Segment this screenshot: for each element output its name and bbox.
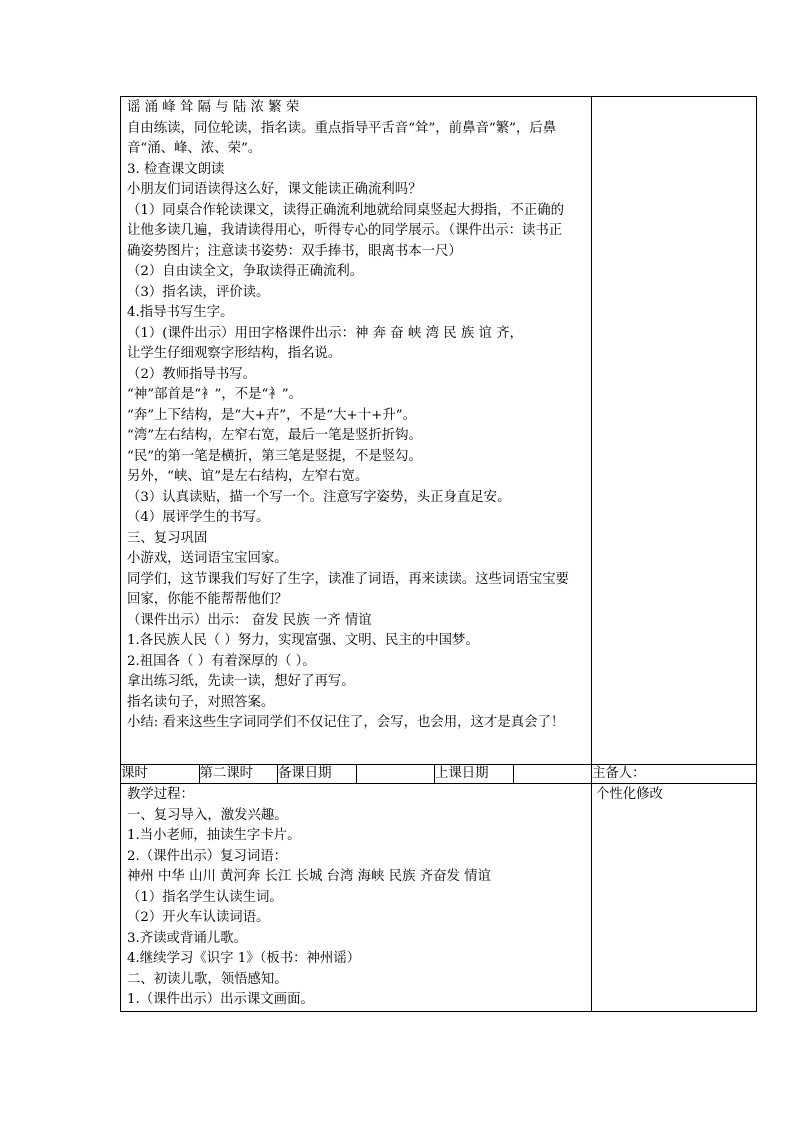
section2-line: （2）开火车认读词语。 — [127, 910, 270, 925]
lesson-label: 课时 — [121, 765, 200, 784]
section1-line: 1.各民族人民（ ）努力，实现富强、文明、民主的中国梦。 — [127, 633, 479, 648]
section1-line: （1）(课件出示）用田字格课件出示：神 奔 奋 峡 湾 民 族 谊 齐， — [127, 325, 523, 341]
personal-edit-label: 个性化修改 — [596, 787, 663, 802]
prep-date-label: 备课日期 — [278, 765, 357, 784]
preparer-label: 主备人： — [592, 765, 757, 784]
section1-row — [121, 97, 757, 765]
class-date-label: 上课日期 — [435, 765, 514, 784]
section2-line: 2.（课件出示）复习词语： — [127, 848, 288, 864]
section1-line: （4）展评学生的书写。 — [127, 510, 270, 525]
section1-line: 同学们，这节课我们写好了生字，读准了词语，再来读读。这些词语宝宝要 — [127, 571, 569, 587]
section1-line: 2.祖国各（ ）有着深厚的（ ）。 — [127, 653, 316, 669]
info-row — [121, 765, 757, 784]
section1-line: 3. 检查课文朗读 — [127, 161, 225, 177]
section1-line: 小朋友们词语读得这么好，课文能读正确流利吗？ — [127, 182, 422, 197]
section1-line: “奔”上下结构，是“大+卉”，不是“大+十+升”。 — [127, 407, 416, 423]
section1-line: “湾”左右结构，左窄右宽，最后一笔是竖折折钩。 — [127, 428, 422, 443]
section1-line: 让学生仔细观察字形结构，指名说。 — [127, 346, 342, 361]
section2-content — [121, 784, 591, 1011]
section1-line: “神”部首是“衤”，不是“衤”。 — [127, 387, 302, 402]
section1-content — [121, 97, 591, 734]
class-date-value — [513, 765, 592, 784]
prep-date-value — [356, 765, 435, 784]
section1-side-cell — [592, 97, 757, 765]
section1-content-cell — [121, 97, 592, 765]
section1-line: 拿出练习纸，先读一读，想好了再写。 — [127, 674, 355, 689]
section1-line: 自由练读，同位轮读，指名读。重点指导平舌音“耸”，前鼻音“繁”，后鼻 — [127, 120, 557, 136]
section1-line: 4.指导书写生字。 — [127, 305, 234, 320]
section1-line: 让他多读几遍，我请读得用心，听得专心的同学展示。（课件出示：读书正 — [127, 223, 563, 238]
section1-line: 小游戏，送词语宝宝回家。 — [127, 551, 288, 566]
section2-line: （1）指名学生认读生词。 — [127, 889, 283, 905]
section1-line: 另外，“峡、谊”是左右结构，左窄右宽。 — [127, 469, 369, 484]
section1-line: “民”的第一笔是横折，第三笔是竖提，不是竖勾。 — [127, 448, 422, 464]
section2-line: 一、复习导入，激发兴趣。 — [127, 807, 288, 823]
section2-line: 二、初读儿歌，领悟感知。 — [127, 971, 288, 987]
section1-line: （1）同桌合作轮读课文，读得正确流利地就给同桌竖起大拇指，不正确的 — [127, 202, 565, 218]
section1-line: （课件出示）出示： 奋发 民族 一齐 情谊 — [127, 612, 372, 628]
section2-line: 4.继续学习《识字 1》（板书：神州谣） — [127, 951, 361, 966]
section1-line: （2）自由读全文，争取读得正确流利。 — [127, 264, 364, 279]
section1-line: 小结: 看来这些生字词同学们不仅记住了，会写，也会用，这才是真会了！ — [127, 715, 565, 730]
section2-row — [121, 784, 757, 1012]
section1-line: 三、复习巩固 — [127, 530, 208, 546]
section1-line: 谣 涌 峰 耸 隔 与 陆 浓 繁 荣 — [127, 100, 300, 115]
section2-line: 3.齐读或背诵儿歌。 — [127, 930, 247, 946]
section1-line: 指名读句子，对照答案。 — [127, 694, 275, 710]
section2-line: 1.（课件出示）出示课文画面。 — [127, 992, 314, 1007]
section1-line: （3）认真读贴，描一个写一个。注意写字姿势，头正身直足安。 — [127, 489, 511, 505]
section1-line: 回家，你能不能帮帮他们？ — [127, 592, 288, 607]
section2-side-cell — [592, 784, 757, 1012]
section2-content-cell — [121, 784, 592, 1012]
lesson-value: 第二课时 — [199, 765, 278, 784]
lesson-plan-table — [120, 96, 757, 1012]
section1-line: 音“涌、峰、浓、荣”。 — [127, 141, 262, 156]
section1-line: （3）指名读，评价读。 — [127, 284, 270, 300]
section1-line: 确姿势图片；注意读书姿势：双手捧书，眼离书本一尺） — [127, 243, 462, 259]
section2-line: 教学过程： — [127, 787, 194, 802]
section2-line: 1.当小老师，抽读生字卡片。 — [127, 828, 301, 843]
section2-line: 神州 中华 山川 黄河奔 长江 长城 台湾 海峡 民族 齐奋发 情谊 — [127, 869, 491, 884]
section1-line: （2）教师指导书写。 — [127, 366, 257, 382]
